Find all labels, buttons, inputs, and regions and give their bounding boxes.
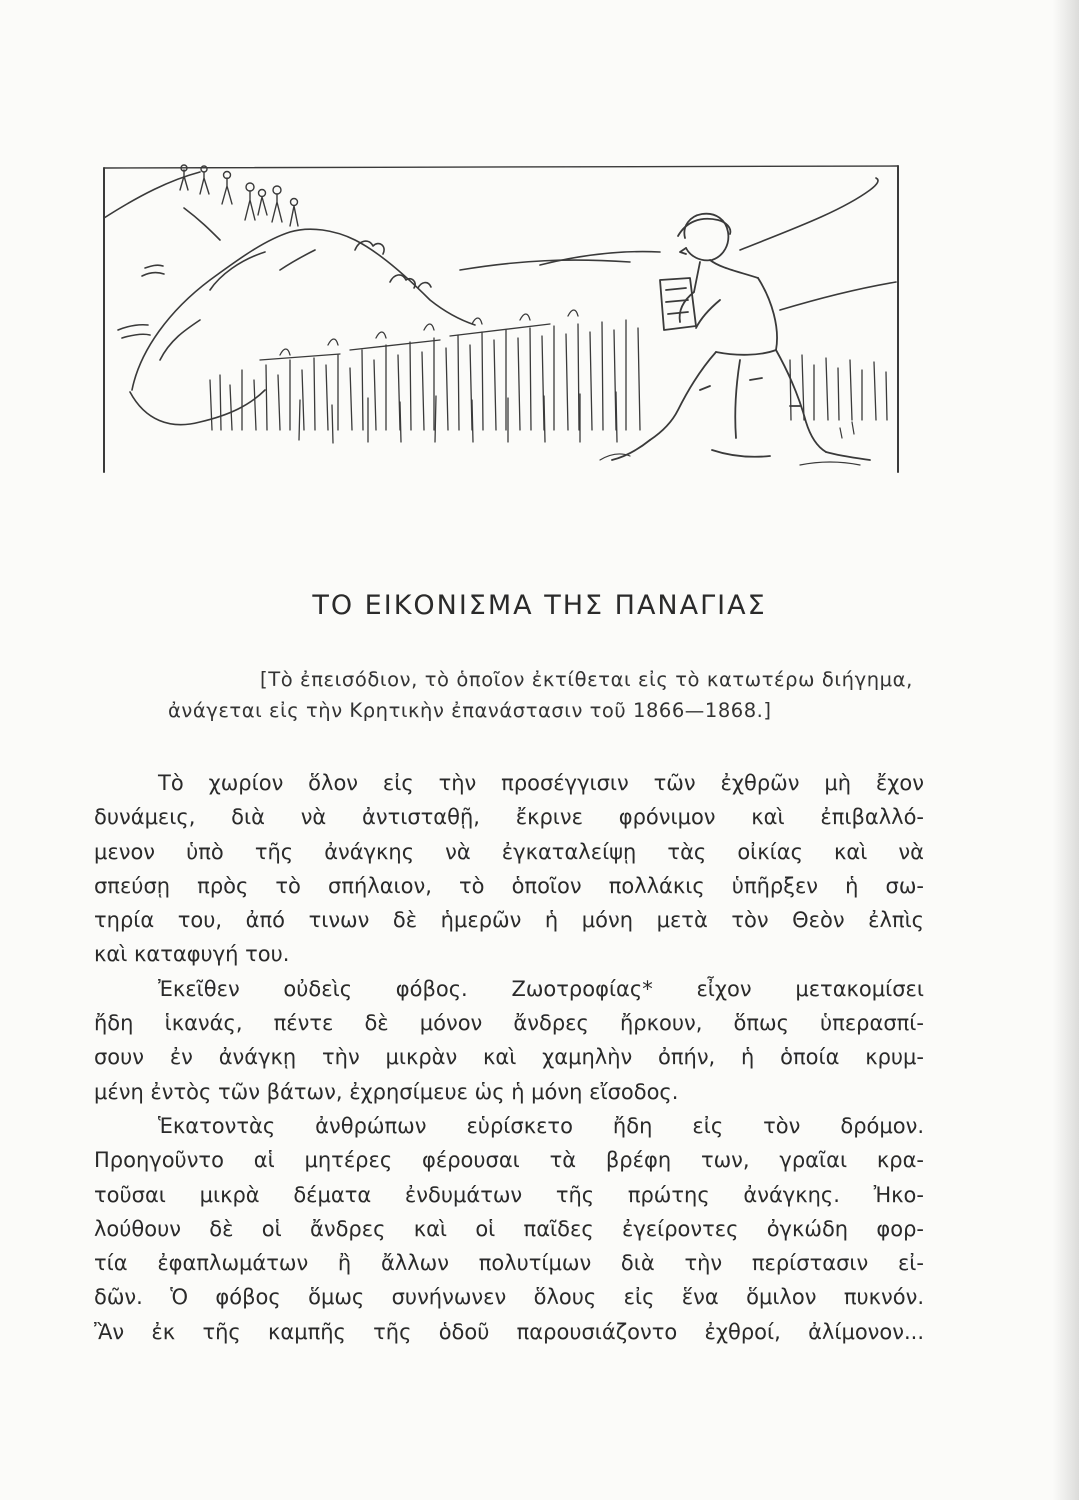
body-line: τηρία του, ἀπό τινων δὲ ἡμερῶν ἡ μόνη μετὰ τὸν Θεὸν ἐλπὶς [94, 908, 924, 933]
story-title: ΤΟ ΕΙΚΟΝΙΣΜΑ ΤΗΣ ΠΑΝΑΓΙΑΣ [312, 590, 767, 621]
editorial-note [168, 664, 928, 726]
body-line: ἤδη ἱκανάς, πέντε δὲ μόνον ἄνδρες ἤρκουν, ὅπως ὑπερασπί- [94, 1011, 924, 1036]
body-line: δῶν. Ὁ φόβος ὅμως συνήνωνεν ὅλους εἰς ἕνα ὅμιλον πυκνόν. [94, 1285, 924, 1310]
body-line: σπεύσῃ πρὸς τὸ σπήλαιον, τὸ ὁποῖον πολλάκις ὑπῆρξεν ἡ σω- [94, 873, 924, 898]
body-line: Ἑκατοντὰς ἀνθρώπων εὑρίσκετο ἤδη εἰς τὸν δρόμον. [158, 1113, 924, 1138]
page-edge-shadow [1053, 0, 1079, 1500]
body-line: Τὸ χωρίον ὅλον εἰς τὴν προσέγγισιν τῶν ἐχθρῶν μὴ ἔχον [158, 771, 924, 795]
body-line: τοῦσαι μικρὰ δέματα ἐνδυμάτων τῆς πρώτης ἀνάγκης. Ἠκο- [94, 1182, 924, 1207]
note-line: [Τὸ ἐπεισόδιον, τὸ ὁποῖον ἐκτίθεται εἰς τὸ κατωτέρω διήγημα, [260, 668, 913, 691]
body-line: Προηγοῦντο αἱ μητέρες φέρουσαι τὰ βρέφη των, γραῖαι κρα- [94, 1148, 924, 1173]
body-line: λούθουν δὲ οἱ ἄνδρες καὶ οἱ παῖδες ἐγείροντες ὀγκώδη φορ- [94, 1216, 924, 1241]
illustration [100, 160, 902, 474]
note-line: ἀνάγεται εἰς τὴν Κρητικὴν ἐπανάστασιν τοῦ 1866—1868.] [168, 699, 772, 722]
body-line: μενον ὑπὸ τῆς ἀνάγκης νὰ ἐγκαταλείψῃ τὰς οἰκίας καὶ νὰ [94, 839, 924, 864]
body-line: Ἂν ἐκ τῆς καμπῆς τῆς ὁδοῦ παρουσιάζοντο ἐχθροί, ἀλίμονον... [94, 1319, 924, 1344]
body-line: καὶ καταφυγή του. [94, 942, 290, 967]
story-body [94, 766, 924, 1349]
body-line: μένη ἐντὸς τῶν βάτων, ἐχρησίμευε ὡς ἡ μόνη εἴσοδος. [94, 1079, 679, 1104]
body-line: Ἐκεῖθεν οὐδεὶς φόβος. Ζωοτροφίας* εἶχον μετακομίσει [158, 976, 924, 1001]
illustration-drawing [100, 160, 902, 474]
body-line: σουν ἐν ἀνάγκῃ τὴν μικρὰν καὶ χαμηλὴν ὀπήν, ἡ ὁποία κρυμ- [94, 1045, 924, 1070]
body-line: δυνάμεις, διὰ νὰ ἀντισταθῇ, ἔκρινε φρόνιμον καὶ ἐπιβαλλό- [94, 805, 924, 830]
body-line: τία ἐφαπλωμάτων ἢ ἄλλων πολυτίμων διὰ τὴν περίστασιν εἰ- [94, 1251, 924, 1276]
